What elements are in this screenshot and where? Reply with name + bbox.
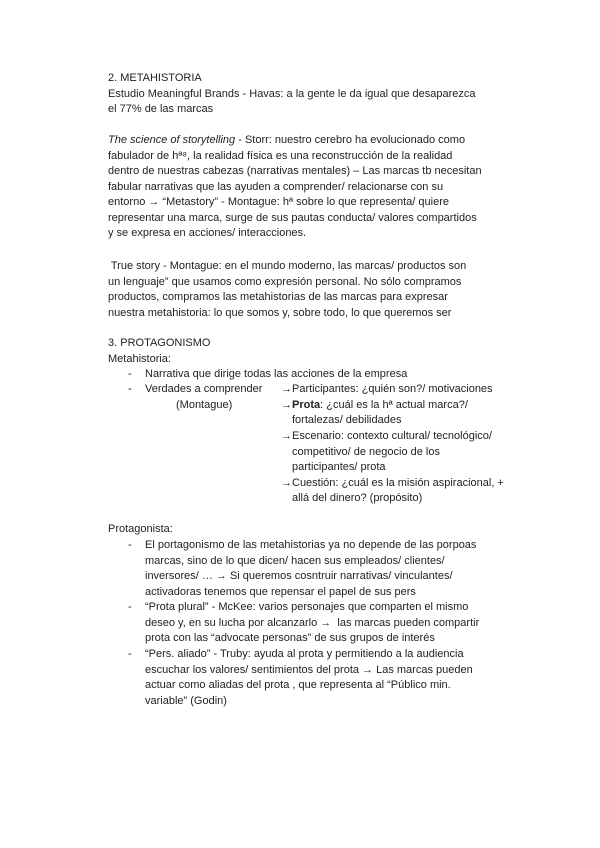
- protagonista-item-1-line-2: marcas, sino de lo que dicen/ hacen sus empleados/ clientes/: [145, 554, 445, 567]
- protagonista-item-3: [145, 647, 473, 709]
- prota-rest: : ¿cuál es la hª actual marca?/: [320, 399, 468, 411]
- protagonista-item-1-line-3: inversores/ … → Si queremos cosntruir narrativas/ vinculantes/: [145, 570, 453, 582]
- escenario-line-3: participantes/ prota: [292, 461, 386, 473]
- protagonista-item-3-line-2: escuchar los valores/ sentimientos del prota → Las marcas pueden: [145, 663, 473, 676]
- cuestion-line-1: Cuestión: ¿cuál es la misión aspiracional, +: [292, 477, 504, 489]
- protagonista-item-1-line-4: activadoras tenemos que repensar el papel de sus pers: [145, 585, 416, 598]
- science-line-7: y se expresa en acciones/ interacciones.: [108, 227, 307, 239]
- bullet-dash: -: [128, 368, 132, 380]
- true-story-line-2: un lenguaje” que usamos como expresión personal. No sólo compramos: [108, 275, 462, 288]
- metahistoria-bullet-1: Narrativa que dirige todas las acciones de la empresa: [145, 368, 408, 380]
- escenario-line-2: competitivo/ de negocio de los: [292, 446, 440, 458]
- participantes-item: Participantes: ¿quién son?/ motivaciones: [292, 383, 493, 395]
- arrow-icon: →: [281, 383, 292, 395]
- prota-line-2: fortalezas/ debilidades: [292, 414, 402, 426]
- escenario-line-1: Escenario: contexto cultural/ tecnológico/: [292, 430, 492, 442]
- true-story-line-3: productos, compramos las metahistorias de las marcas para expresar: [108, 291, 448, 303]
- section-3-header: [108, 336, 538, 367]
- science-line-5: entorno → “Metastory” - Montague: hª sobre lo que representa/ quiere: [108, 196, 449, 208]
- science-line-3: dentro de nuestras cabezas (narrativas mentales) – Las marcas tb necesitan: [108, 165, 482, 177]
- study-line-2: el 77% de las marcas: [108, 103, 214, 115]
- bullet-dash: -: [128, 648, 132, 660]
- protagonista-item-3-line-1: “Pers. aliado” - Truby: ayuda al prota y permitiendo a la audiencia: [145, 648, 464, 660]
- section-2: [108, 71, 538, 118]
- science-line-4: fabular narrativas que las ayuden a comprender/ relacionarse con su: [108, 180, 444, 193]
- protagonista-item-2-line-3: prota con las “advocate personas” de sus grupos de interés: [145, 632, 435, 644]
- true-story-line-1: True story - Montague: en el mundo moderno, las marcas/ productos son: [108, 260, 467, 272]
- section-3-heading: 3. PROTAGONISMO: [108, 337, 211, 349]
- arrow-icon: →: [281, 477, 292, 489]
- study-line-1: Estudio Meaningful Brands - Havas: a la gente le da igual que desaparezca: [108, 87, 476, 100]
- bullet-dash: -: [128, 539, 132, 551]
- protagonista-label: Protagonista:: [108, 523, 173, 535]
- bullet-dash: -: [128, 383, 132, 395]
- arrow-icon: →: [281, 399, 292, 411]
- protagonista-item-1-line-1: El portagonismo de las metahistorias ya no depende de las porpoas: [145, 539, 477, 551]
- protagonista-item-1: [145, 538, 476, 600]
- metahistoria-bullet-2: Verdades a comprender: [145, 383, 263, 395]
- protagonista-item-3-line-3: actuar como aliadas del prota , que representa al “Público min.: [145, 679, 451, 691]
- metahistoria-label: Metahistoria:: [108, 352, 171, 365]
- protagonista-item-3-line-4: variable” (Godin): [145, 694, 227, 707]
- protagonista-item-2-line-2: deseo y, en su lucha por alcanzarlo → las marcas pueden compartir: [145, 616, 480, 629]
- science-paragraph: [108, 133, 538, 242]
- cuestion-line-2: allá del dinero? (propósito): [292, 492, 423, 504]
- science-line-1: [108, 133, 538, 149]
- true-story-line-4: nuestra metahistoria: lo que somos y, sobre todo, lo que queremos ser: [108, 306, 452, 319]
- science-line-6: representar una marca, surge de sus pautas conducta/ valores compartidos: [108, 211, 477, 224]
- bullet-dash: -: [128, 601, 132, 613]
- science-line-1-rest: - Storr: nuestro cerebro ha evolucionado como: [235, 134, 466, 146]
- prota-item: [292, 398, 468, 414]
- science-line-2: fabulador de hª⁸, la realidad física es una reconstrucción de la realidad: [108, 149, 453, 162]
- protagonista-item-2-line-1: “Prota plural” - McKee: varios personajes que comparten el mismo: [145, 601, 469, 613]
- true-story-paragraph: [108, 259, 538, 321]
- prota-bold: Prota: [292, 399, 321, 411]
- metahistoria-bullet-2-sub: (Montague): [176, 399, 233, 411]
- arrow-icon: →: [281, 430, 292, 442]
- protagonista-item-2: [145, 600, 479, 647]
- section-2-heading: 2. METAHISTORIA: [108, 72, 202, 84]
- science-title: The science of storytelling: [108, 134, 236, 146]
